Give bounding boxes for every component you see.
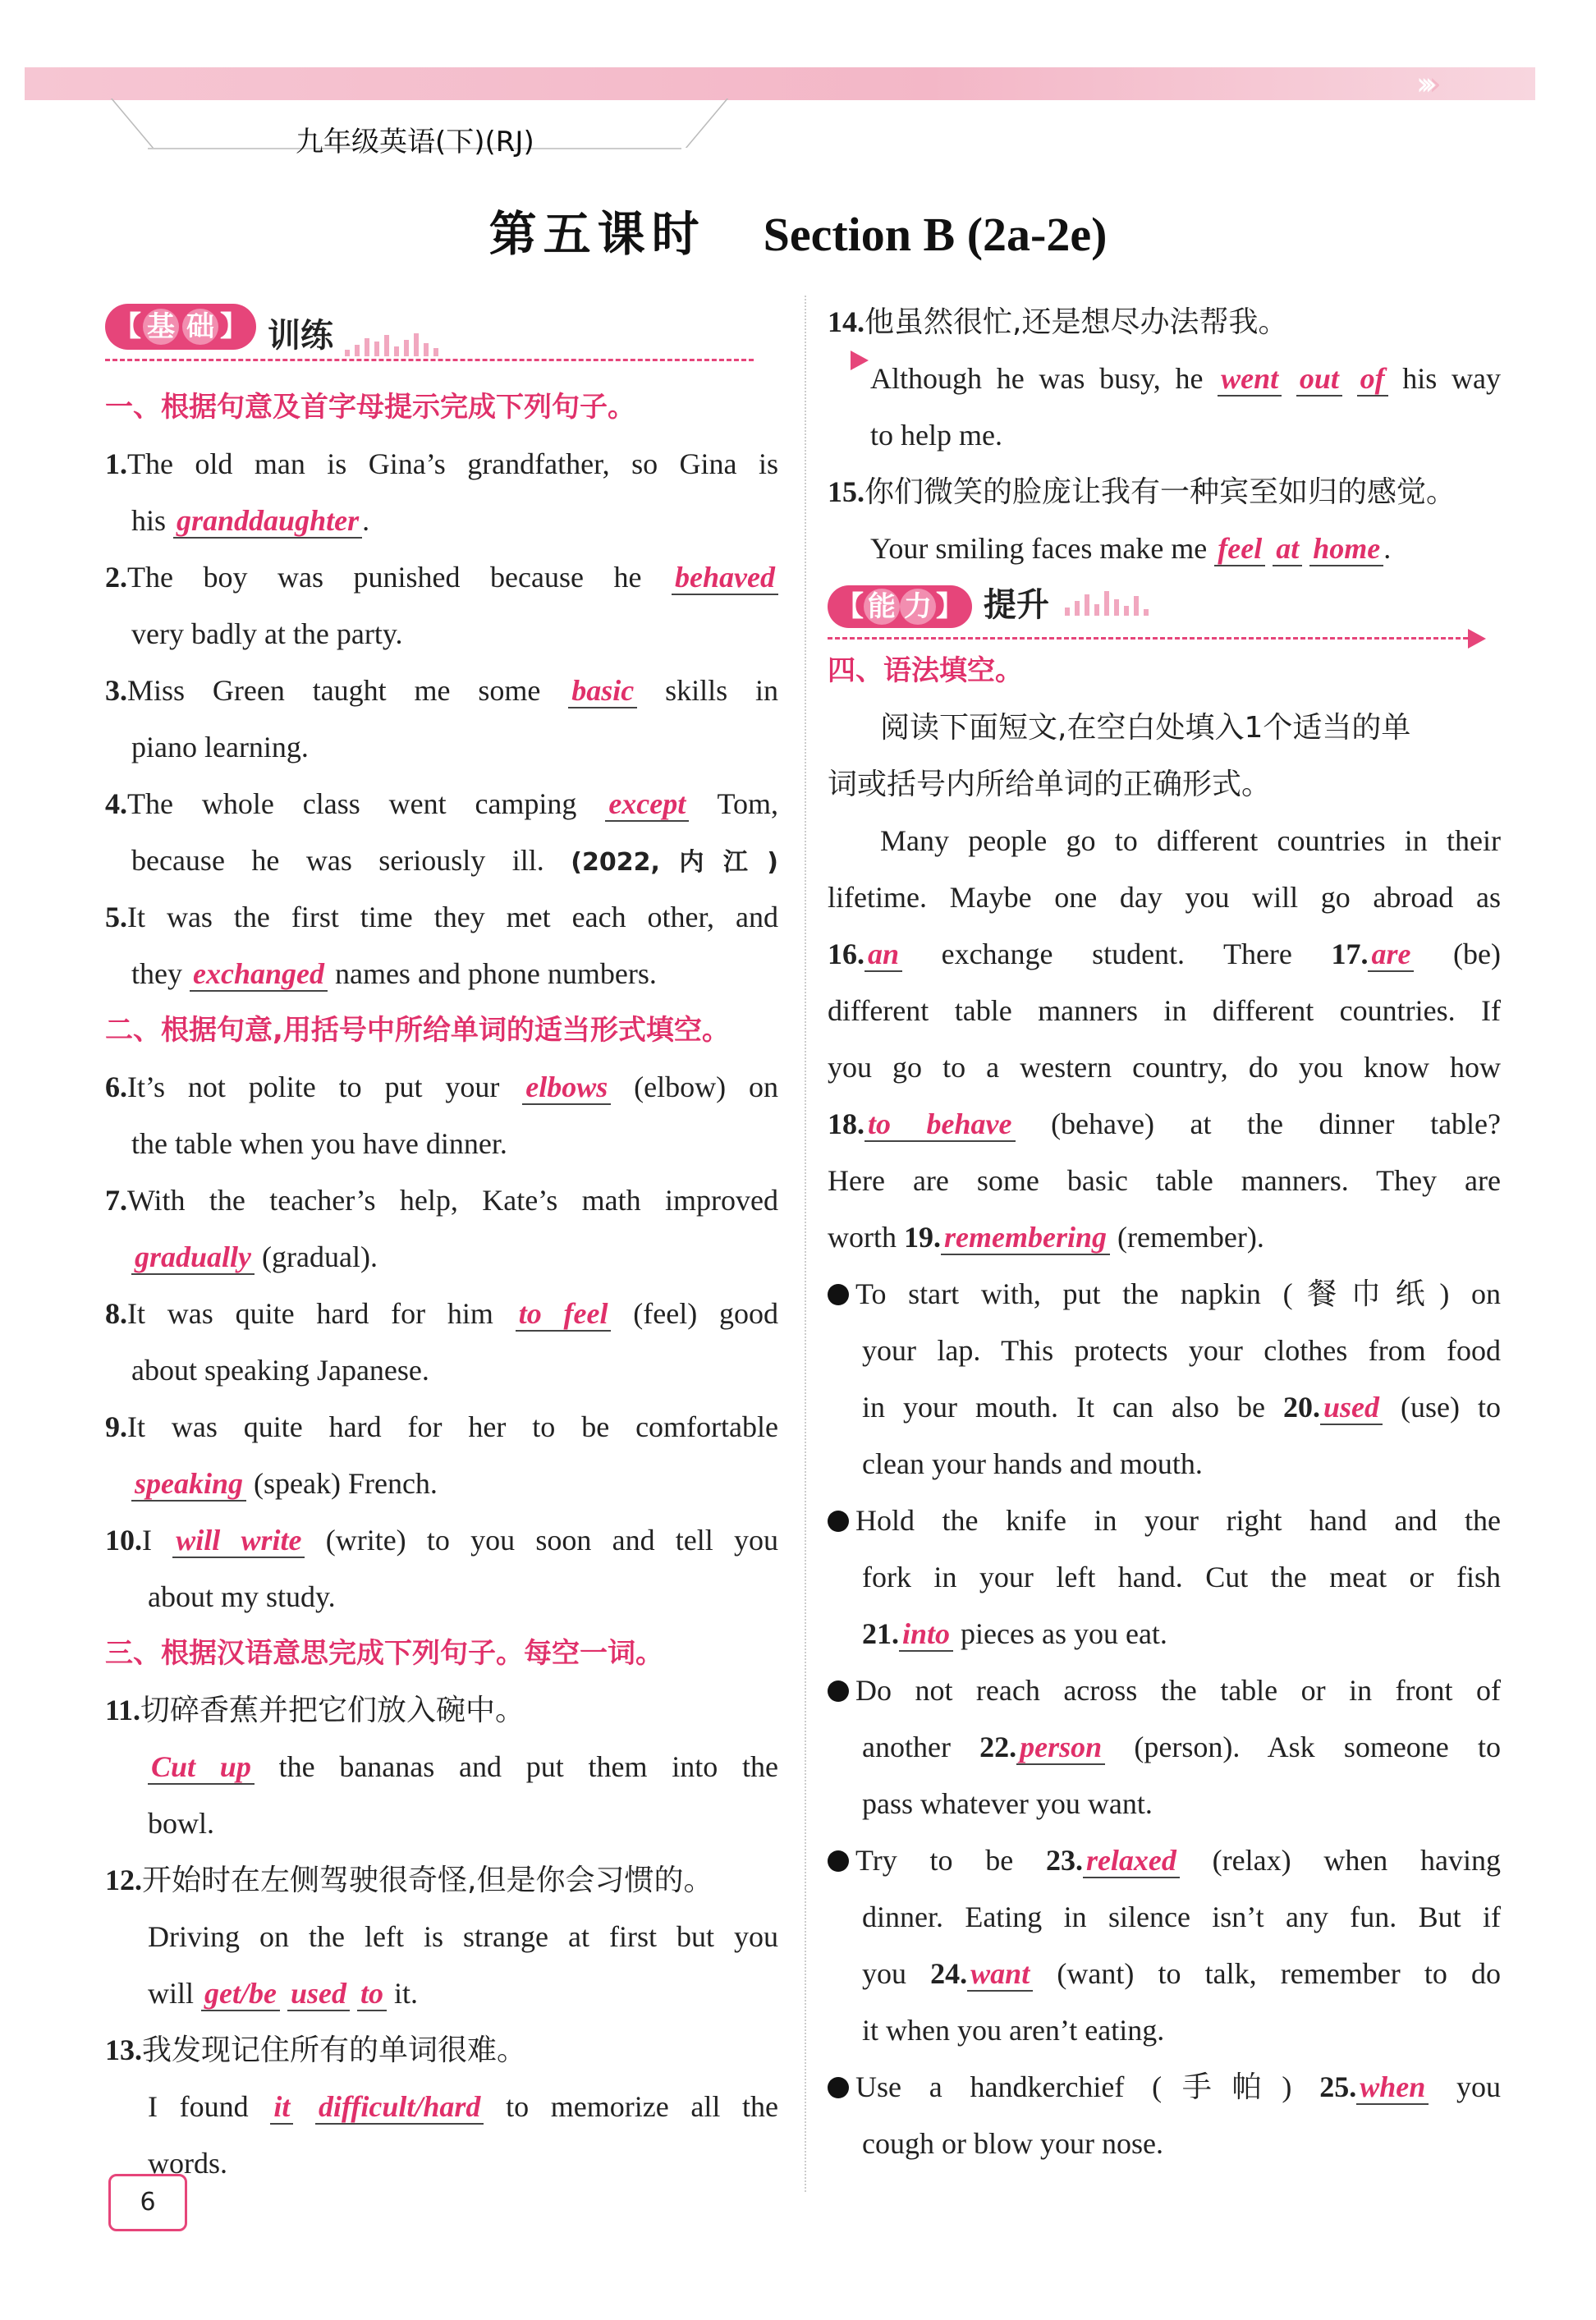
question-4: 4.The whole class went camping except Tom, (105, 787, 778, 820)
bullet-icon (828, 1680, 849, 1702)
answer-blank: elbows (522, 1071, 611, 1105)
answer-blank: of (1357, 362, 1388, 397)
answer-blank: behaved (672, 561, 778, 595)
tip-3: Do not reach across the table or in front of (828, 1662, 1501, 1719)
section-heading: 四、语法填空。 (828, 654, 1023, 687)
answer-blank: are (1368, 938, 1414, 972)
answer-blank: want (967, 1957, 1033, 1992)
question-14: 14.他虽然很忙,还是想尽办法帮我。 (828, 305, 1288, 339)
question-9: 9.It was quite hard for her to be comfortable (105, 1410, 778, 1443)
answer-blank: will write (172, 1524, 305, 1558)
source-tag: (2022,内江) (571, 848, 778, 877)
answer-blank: get/be (201, 1977, 280, 2011)
bullet-icon (828, 2077, 849, 2098)
header-band (25, 67, 1535, 100)
bullet-icon (828, 1850, 849, 1872)
answer-blank: exchanged (190, 957, 328, 992)
tip-4: Try to be 23. relaxed (relax) when having (828, 1832, 1501, 1889)
answer-blank: to feel (516, 1297, 612, 1332)
answer-blank: difficult/hard (315, 2090, 484, 2125)
answer-blank: it (270, 2090, 293, 2125)
answer-blank: to (357, 1977, 387, 2011)
question-13: 13.我发现记住所有的单词很难。 (105, 2033, 527, 2067)
question-15: 15.你们微笑的脸庞让我有一种宾至如归的感觉。 (828, 475, 1456, 509)
question-6: 6.It’s not polite to put your elbows (elbow) on (105, 1071, 779, 1103)
answer-blank: person (1016, 1731, 1105, 1765)
answer-blank: went (1218, 362, 1282, 397)
header-decor (686, 99, 728, 148)
banner-pill: 【 基 础 】 (105, 304, 256, 350)
title-english: Section B (2a-2e) (763, 208, 1108, 261)
section-heading: 二、根据句意,用括号中所给单词的适当形式填空。 (105, 1014, 730, 1047)
answer-blank: out (1296, 362, 1342, 397)
right-column: 14.他虽然很忙,还是想尽办法帮我。 Although he was busy, he went out of his way to help me. 15.你们微笑的脸庞让我有一种宾至如归的感觉。 Your smiling faces make me feel at home . 【 能 力 】 提升 四、语法填空。 阅读下面短文,在空白处填入1个适当的单 词或括号内所给单词的正确形式。 Many people go to different countries in their lifetime. Maybe one day you will go abroad as 16. an exchange student. There 17. are (be) different table manners in different countries. If you go to a western country, do you know how 18. to behave (behave) at the dinner table? Here are some basic table manners. They are worth 19. remembering (remember). To start with, put the napkin (餐巾纸) on your lap. This protects your clothes from food in your mouth. It can also be 20. used (use) to clean your hands and mouth. Hold the knife in your right hand and the fork in your left hand. Cut the meat or fish 21. into pieces as you eat. Do not reach across the table or in front of another 22. person (person). Ask someone to pass whatever you want. Try to be 23. relaxed (relax) when having dinner. Eating in silence isn’t any fun. But if you 24. want (want) to talk, remember to do it when you aren’t eating. Use a handkerchief (手帕) 25. when you cough or blow your nose. (828, 294, 1501, 2172)
banner-text: 训练 (268, 316, 333, 355)
bullet-icon (828, 1511, 849, 1532)
answer-blank: an (864, 938, 902, 972)
question-1: 1.The old man is Gina’s grandfather, so Gina is (105, 447, 778, 480)
question-12: 12.开始时在左侧驾驶很奇怪,但是你会习惯的。 (105, 1864, 713, 1897)
question-8: 8.It was quite hard for him to feel (feel) good (105, 1297, 779, 1330)
answer-blank: when (1356, 2070, 1429, 2105)
answer-blank: used (1320, 1391, 1383, 1425)
answer-blank: relaxed (1083, 1844, 1180, 1878)
question-11: 11.切碎香蕉并把它们放入碗中。 (105, 1694, 525, 1727)
bullet-icon (828, 1284, 849, 1305)
question-2: 2.The boy was punished because he behaved (105, 549, 778, 606)
tip-1: To start with, put the napkin (餐巾纸) on (828, 1266, 1501, 1323)
answer-blank: Cut up (148, 1750, 255, 1785)
title-chinese: 第五课时 (488, 206, 706, 262)
answer-blank: into (899, 1617, 953, 1652)
answer-blank: to behave (864, 1107, 1016, 1142)
answer-blank: feel (1214, 532, 1265, 566)
section-heading: 三、根据汉语意思完成下列句子。每空一词。 (105, 1637, 663, 1670)
answer-blank: used (287, 1977, 350, 2011)
book-title: 九年级英语(下)(RJ) (296, 126, 534, 158)
section-banner-basic (105, 304, 762, 361)
section-banner-ability: 【 能 力 】 提升 (828, 577, 1501, 643)
question-5: 5.It was the first time they met each other, and (105, 901, 778, 933)
tip-2: Hold the knife in your right hand and the (828, 1492, 1501, 1549)
question-7: 7.With the teacher’s help, Kate’s math improved (105, 1184, 778, 1217)
answer-blank: gradually (131, 1240, 255, 1275)
answer-blank: home (1309, 532, 1383, 566)
left-column: 一、根据句意及首字母提示完成下列句子。 1.The old man is Gina’s grandfather, so Gina is his granddaughter . 2.The boy was punished because he behaved very badly at the party. 3.Miss Green taught me some basic skills in piano learning. 4.The whole class went camping except Tom, because he was seriously ill. (2022,内江) 5.It was the first time they met each other, and they exchanged names and phone numbers. 二、根据句意,用括号中所给单词的适当形式填空。 6.It’s not polite to put your elbows (elbow) on the table when you have dinner. 7.With the teacher’s help, Kate’s math improved gradually (gradual). 8.It was quite hard for him to feel (feel) good about speaking Japanese. 9.It was quite hard for her to be comfortable speaking (speak) French. 10.I will write (write) to you soon and tell you about my study. 三、根据汉语意思完成下列句子。每空一词。 11.切碎香蕉并把它们放入碗中。 Cut up the bananas and put them into the bowl. 12.开始时在左侧驾驶很奇怪,但是你会习惯的。 Driving on the left is strange at first but you will get/be used to it. 13.我发现记住所有的单词很难。 I found it difficult/hard to memorize all the words. (105, 379, 778, 2192)
page-title (0, 195, 1596, 264)
answer-blank: granddaughter (173, 504, 362, 539)
question-3: 3.Miss Green taught me some basic skills in (105, 674, 779, 707)
section-heading: 一、根据句意及首字母提示完成下列句子。 (105, 391, 635, 424)
answer-blank: at (1273, 532, 1302, 566)
tip-5: Use a handkerchief (手帕) 25. when you (828, 2059, 1501, 2116)
page-number: 6 (108, 2174, 187, 2231)
answer-blank: except (605, 787, 689, 822)
header-arrows-icon: ›››› (1416, 66, 1433, 102)
answer-blank: remembering (941, 1221, 1110, 1255)
column-divider (805, 296, 806, 2192)
banner-bars (345, 333, 443, 356)
answer-blank: speaking (131, 1467, 246, 1502)
answer-blank: basic (568, 674, 637, 708)
question-10: 10.I will write (write) to you soon and tell you (105, 1524, 779, 1557)
